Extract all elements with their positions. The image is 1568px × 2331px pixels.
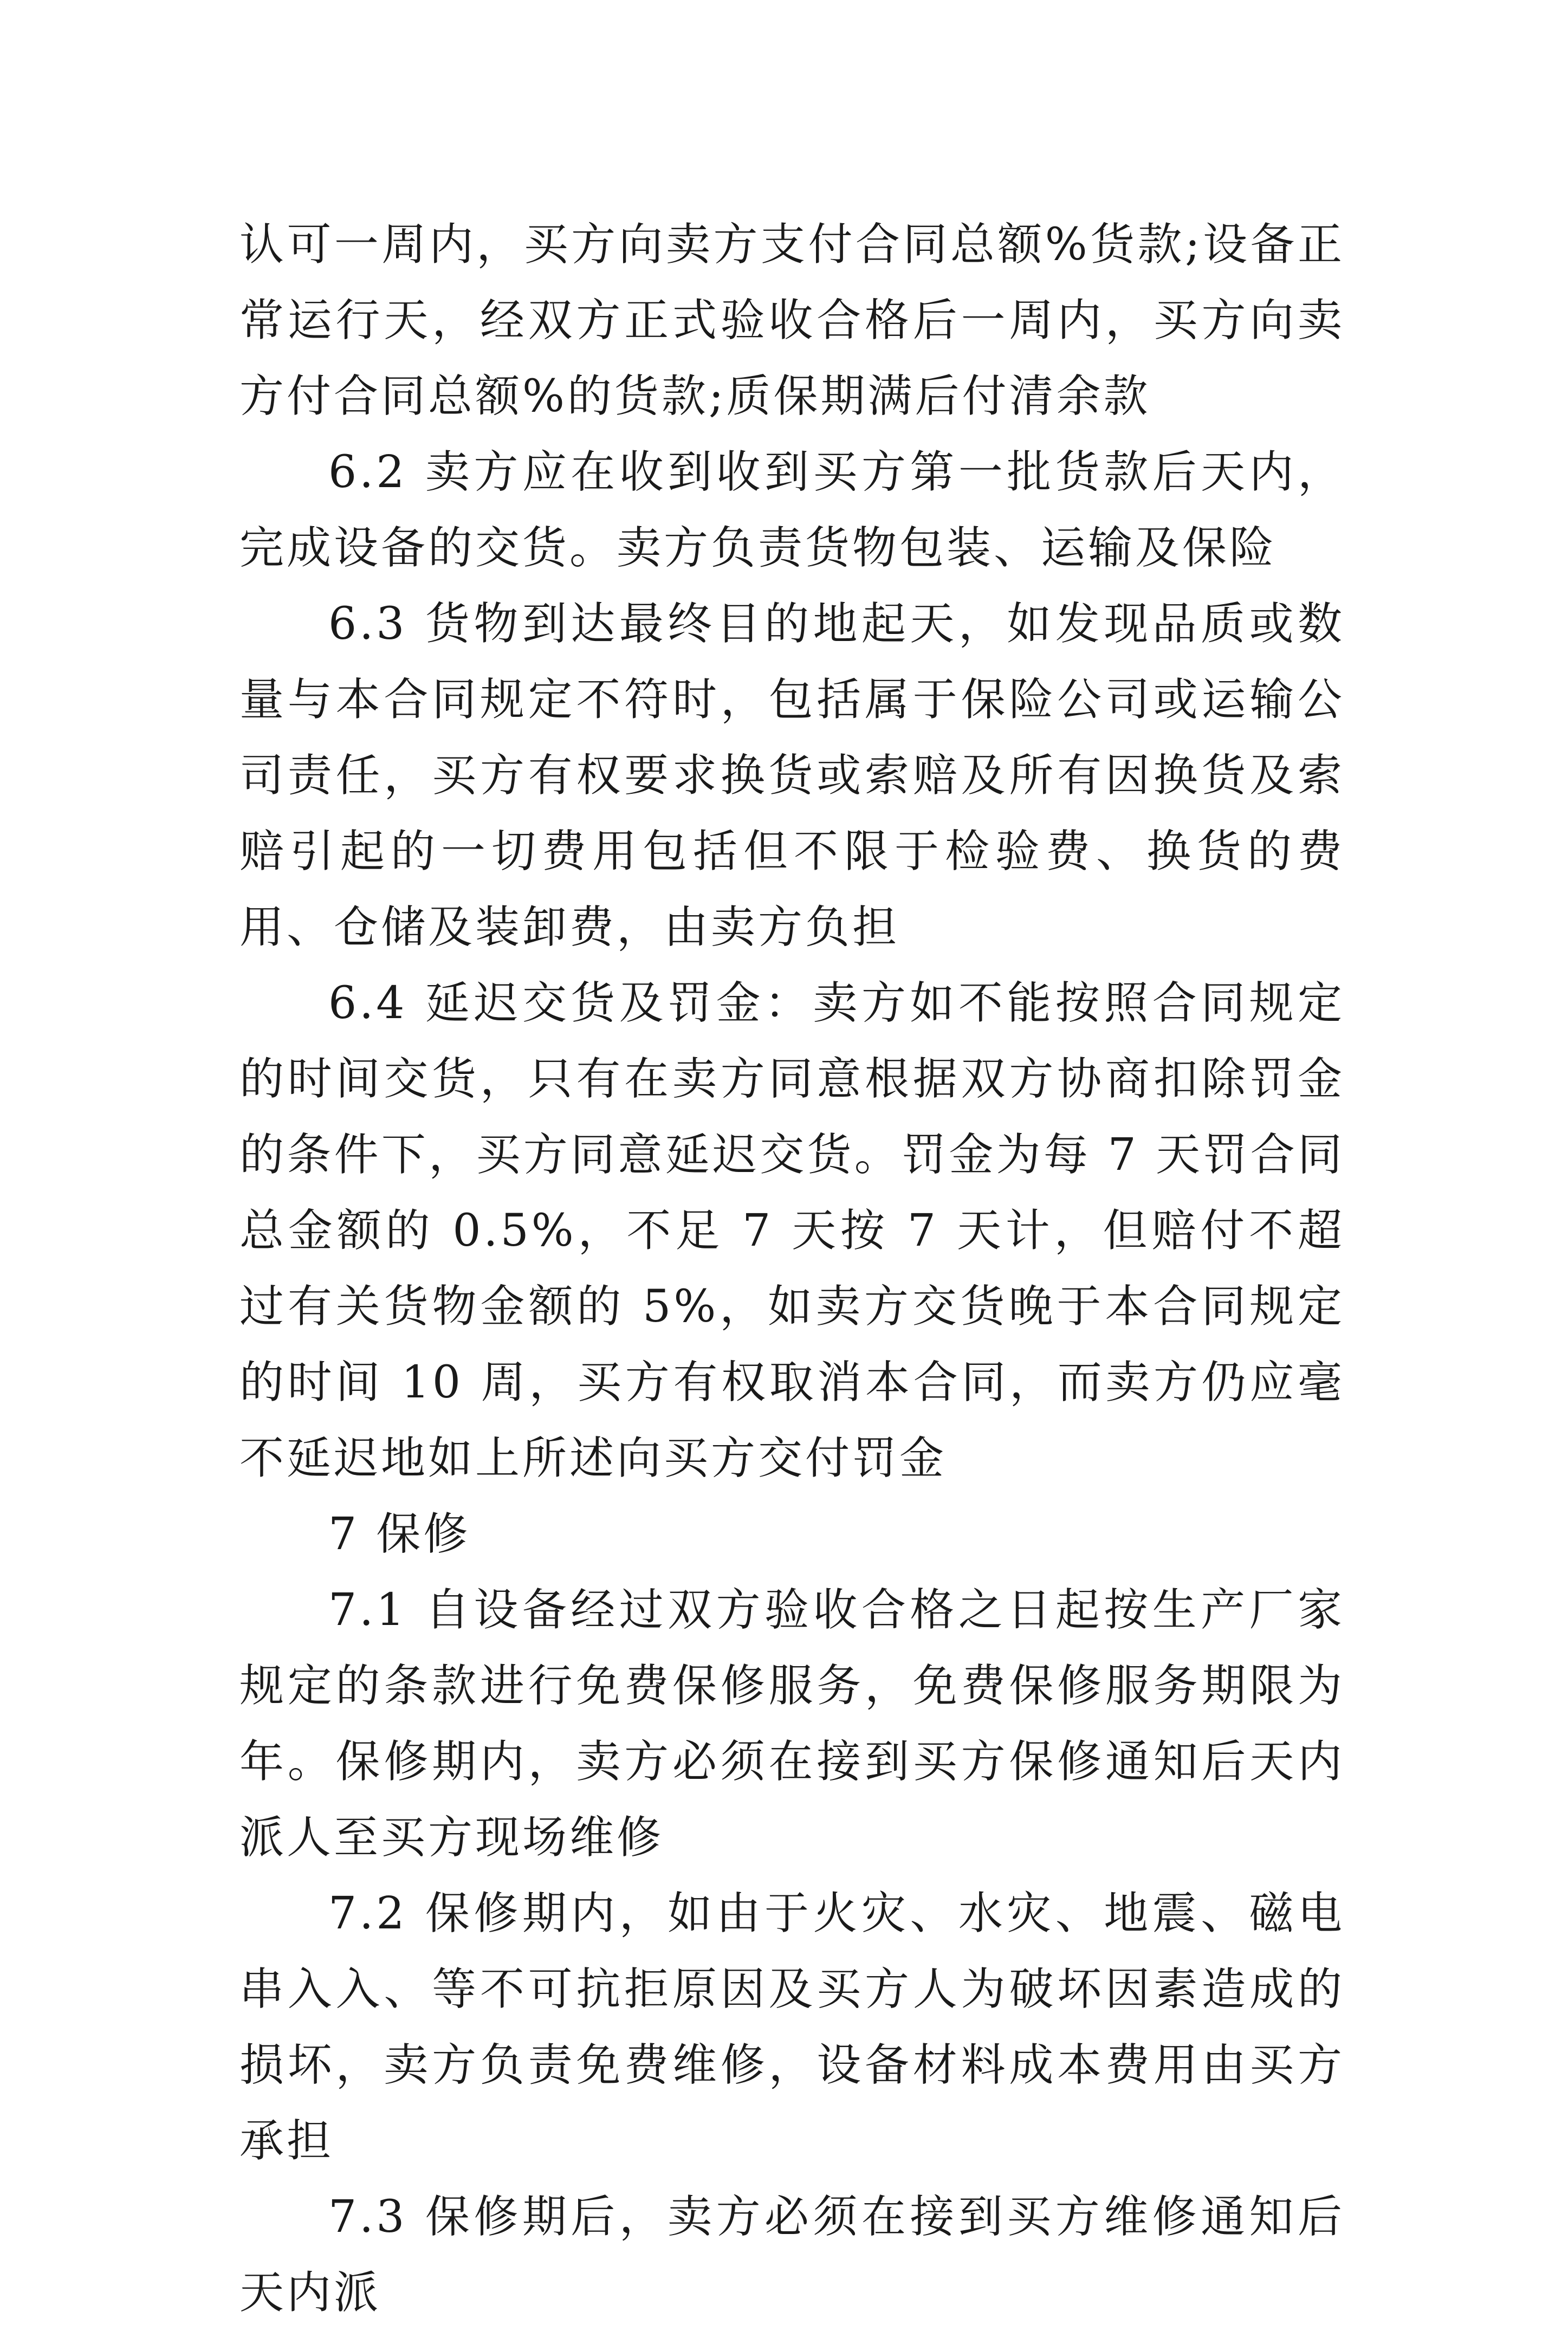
- paragraph-clause-7-3: 7.3 保修期后，卖方必须在接到买方维修通知后天内派: [239, 2191, 1345, 2319]
- paragraph-payment-terms: 认可一周内，买方向卖方支付合同总额%货款;设备正常运行天，经双方正式验收合格后一周内，买方向卖方付合同总额%的货款;质保期满后付清余款: [239, 219, 1345, 422]
- paragraph-clause-7-1: 7.1 自设备经过双方验收合格之日起按生产厂家规定的条款进行免费保修服务，免费保修服务期限为年。保修期内，卖方必须在接到买方保修通知后天内派人至买方现场维修: [239, 1584, 1345, 1863]
- paragraph-clause-7-2: 7.2 保修期内，如由于火灾、水灾、地震、磁电串入入、等不可抗拒原因及买方人为破坏因素造成的损坏，卖方负责免费维修，设备材料成本费用由买方承担: [239, 1888, 1345, 2167]
- paragraph-clause-6-2: 6.2 卖方应在收到收到买方第一批货款后天内，完成设备的交货。卖方负责货物包装、运输及保险: [239, 446, 1345, 574]
- paragraph-clause-6-3: 6.3 货物到达最终目的地起天，如发现品质或数量与本合同规定不符时，包括属于保险公司或运输公司责任，买方有权要求换货或索赔及所有因换货及索赔引起的一切费用包括但不限于检验费、换货的费用、仓储及装卸费，由卖方负担: [239, 598, 1345, 953]
- paragraph-clause-6-4: 6.4 延迟交货及罚金：卖方如不能按照合同规定的时间交货，只有在卖方同意根据双方协商扣除罚金的条件下，买方同意延迟交货。罚金为每 7 天罚合同总金额的 0.5%，不足 7 天按 7 天计，但赔付不超过有关货物金额的 5%，如卖方交货晚于本合同规定的时间 10 周，买方有权取消本合同，而卖方仍应毫不延迟地如上所述向买方交付罚金: [239, 977, 1345, 1484]
- section-heading-warranty: 7 保修: [328, 1508, 471, 1560]
- document-body: [239, 207, 1345, 2331]
